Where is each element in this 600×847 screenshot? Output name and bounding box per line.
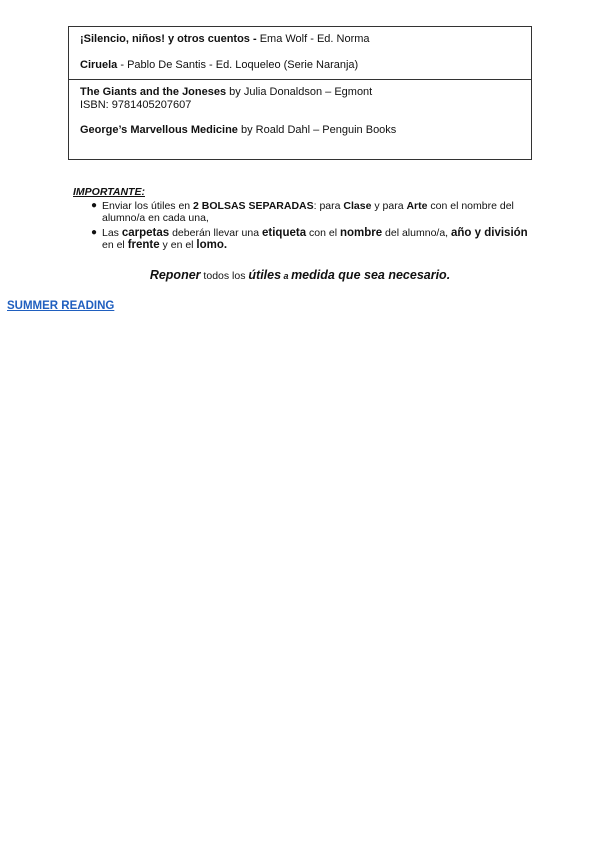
replenish-emphasis: útiles — [248, 268, 282, 282]
book-entry — [80, 86, 520, 112]
replenish-emphasis: medida que sea necesario. — [291, 268, 451, 282]
note-emphasis: lomo. — [196, 239, 228, 251]
book-isbn: ISBN: 9781405207607 — [80, 99, 192, 111]
book-detail: by Julia Donaldson – Egmont — [226, 86, 373, 98]
note-emphasis: nombre — [339, 227, 383, 239]
note-text: Las — [102, 227, 122, 239]
book-entry — [80, 33, 520, 46]
bullet-icon: ● — [91, 227, 98, 238]
bullet-icon: ● — [91, 200, 98, 211]
book-title: George’s Marvellous Medicine — [80, 124, 238, 136]
book-detail: by Roald Dahl – Penguin Books — [237, 124, 397, 136]
spanish-books-cell — [69, 27, 531, 79]
note-text: en el — [102, 239, 128, 251]
note-emphasis: año y división — [451, 227, 528, 239]
replenish-emphasis: Reponer — [149, 268, 201, 282]
list-item — [91, 227, 533, 251]
book-entry — [80, 124, 520, 137]
note-text: deberán llevar una — [169, 227, 262, 239]
note-text: Enviar los útiles en — [102, 200, 194, 212]
book-list-table — [68, 26, 532, 160]
note-emphasis: Arte — [406, 200, 428, 212]
book-title: Ciruela — [80, 59, 118, 71]
replenish-text: todos los — [200, 270, 249, 282]
note-text: del alumno/a, — [382, 227, 452, 239]
note-text: con el nombre del alumno/a en cada una, — [102, 200, 514, 224]
note-emphasis: etiqueta — [262, 227, 307, 239]
note-emphasis: frente — [127, 239, 160, 251]
book-title: ¡Silencio, niños! y otros cuentos - — [80, 33, 257, 45]
note-emphasis: 2 BOLSAS SEPARADAS — [193, 200, 314, 212]
book-detail: - Pablo De Santis - Ed. Loqueleo (Serie Naranja) — [117, 59, 359, 71]
note-text: : para — [313, 200, 344, 212]
important-list — [73, 200, 533, 251]
list-item — [91, 200, 533, 224]
note-emphasis: Clase — [343, 200, 372, 212]
book-entry — [80, 59, 520, 72]
important-heading: IMPORTANTE: — [73, 186, 145, 198]
note-text: y para — [371, 200, 407, 212]
replenish-note — [0, 268, 600, 282]
note-text: con el — [306, 227, 340, 239]
note-emphasis: carpetas — [121, 227, 170, 239]
book-title: The Giants and the Joneses — [80, 86, 227, 98]
important-notes — [73, 186, 533, 254]
book-detail: Ema Wolf - Ed. Norma — [256, 33, 370, 45]
summer-reading-link[interactable]: SUMMER READING — [7, 300, 115, 312]
replenish-text: a — [281, 271, 292, 281]
note-text: y en el — [159, 239, 197, 251]
english-books-cell — [69, 79, 531, 159]
